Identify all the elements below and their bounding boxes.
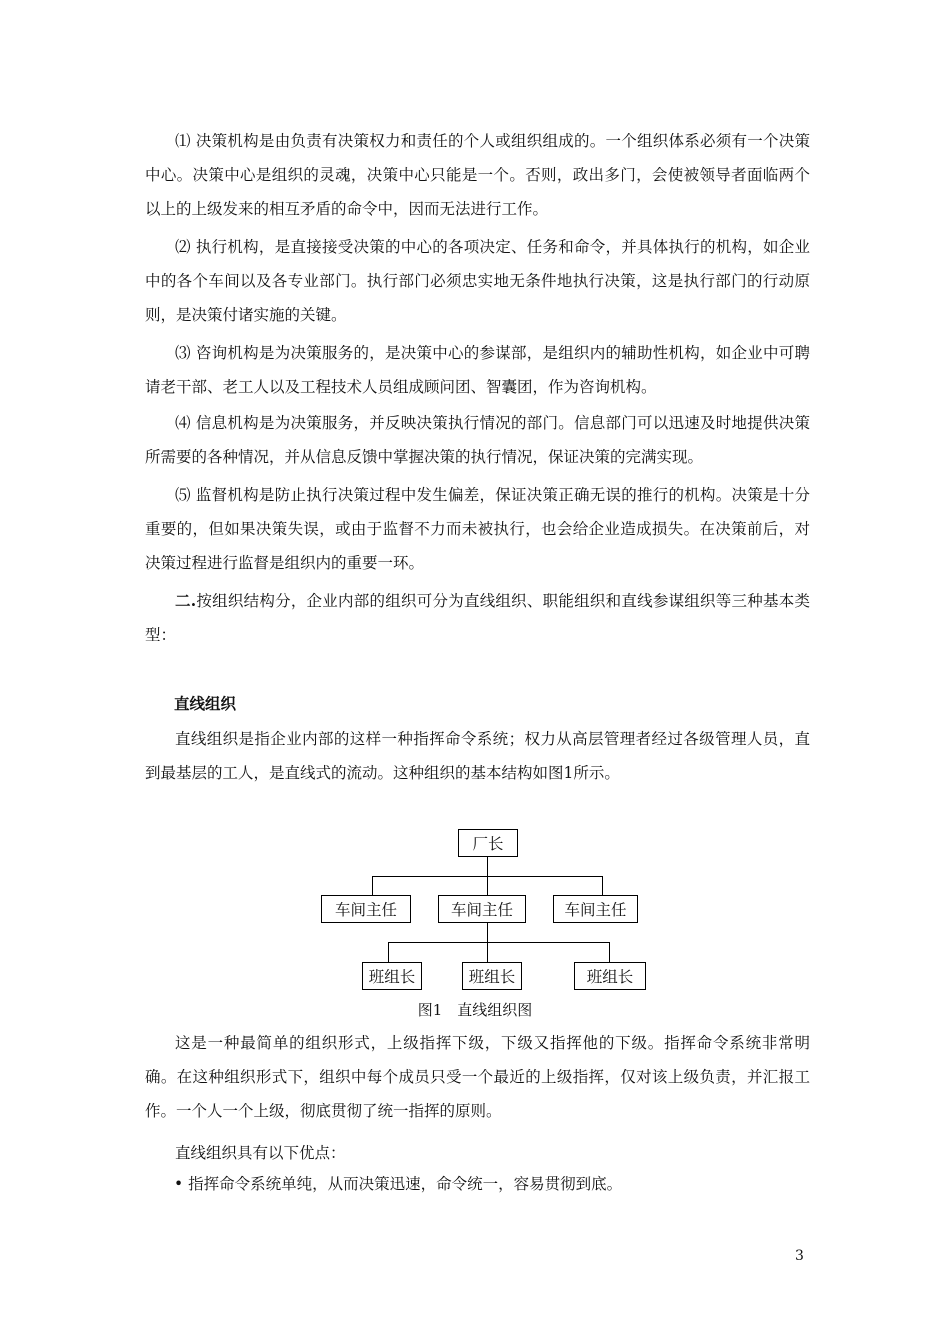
paragraph-line-org-definition: 直线组织是指企业内部的这样一种指挥命令系统；权力从高层管理者经过各级管理人员，直到最基层的工人，是直线式的流动。这种组织的基本结构如图1所示。 [145,730,810,782]
connector-line [388,942,389,962]
paragraph-advantages-intro: 直线组织具有以下优点： [175,1144,346,1162]
connector-line [388,942,610,943]
connector-line [372,876,373,895]
org-box-team-leader-1: 班组长 [362,962,422,990]
connector-line [602,876,603,895]
bullet-advantage-1: • 指挥命令系统单纯，从而决策迅速，命令统一，容易贯彻到底。 [174,1175,623,1193]
org-box-team-leader-2: 班组长 [462,962,522,990]
figure-caption: 图1 直线组织图 [417,1001,533,1019]
paragraph-supervision-body: ⑸ 监督机构是防止执行决策过程中发生偏差，保证决策正确无误的推行的机构。决策是十分重要的，但如果决策失误，或由于监督不力而未被执行，也会给企业造成损失。在决策前后，对决策过程进行监督是组织内的重要一环。 [145,486,810,572]
connector-line [487,857,488,877]
org-box-team-leader-3: 班组长 [574,962,646,990]
org-box-factory-director: 厂长 [458,829,518,857]
paragraph-execution-body: ⑵ 执行机构，是直接接受决策的中心的各项决定、任务和命令，并具体执行的机构，如企业中的各个车间以及各专业部门。执行部门必须忠实地无条件地执行决策，这是执行部门的行动原则，是决策付诸实施的关键。 [145,238,810,324]
section-number: 二. [175,591,197,610]
connector-line [487,923,488,943]
org-box-workshop-director-2: 车间主任 [438,895,526,923]
connector-line [487,942,488,962]
structure-types-text: 按组织结构分，企业内部的组织可分为直线组织、职能组织和直线参谋组织等三种基本类型： [145,592,810,644]
section-heading: 直线组织 [174,694,237,713]
connector-line [609,942,610,962]
page-number: 3 [795,1248,804,1264]
paragraph-decision-body: ⑴ 决策机构是由负责有决策权力和责任的个人或组织组成的。一个组织体系必须有一个决策中心。决策中心是组织的灵魂，决策中心只能是一个。否则，政出多门，会使被领导者面临两个以上的上级发来的相互矛盾的命令中，因而无法进行工作。 [145,132,810,218]
org-box-workshop-director-1: 车间主任 [321,895,411,923]
connector-line [487,876,488,895]
paragraph-information-body: ⑷ 信息机构是为决策服务，并反映决策执行情况的部门。信息部门可以迅速及时地提供决策所需要的各种情况，并从信息反馈中掌握决策的执行情况，保证决策的完满实现。 [145,414,810,466]
org-box-workshop-director-3: 车间主任 [553,895,638,923]
paragraph-structure-types [145,584,810,652]
paragraph-advisory-body: ⑶ 咨询机构是为决策服务的，是决策中心的参谋部，是组织内的辅助性机构，如企业中可聘请老干部、老工人以及工程技术人员组成顾问团、智囊团，作为咨询机构。 [145,344,810,396]
paragraph-line-org-description: 这是一种最简单的组织形式，上级指挥下级，下级又指挥他的下级。指挥命令系统非常明确。在这种组织形式下，组织中每个成员只受一个最近的上级指挥，仅对该上级负责，并汇报工作。一个人一个上级，彻底贯彻了统一指挥的原则。 [145,1034,810,1120]
